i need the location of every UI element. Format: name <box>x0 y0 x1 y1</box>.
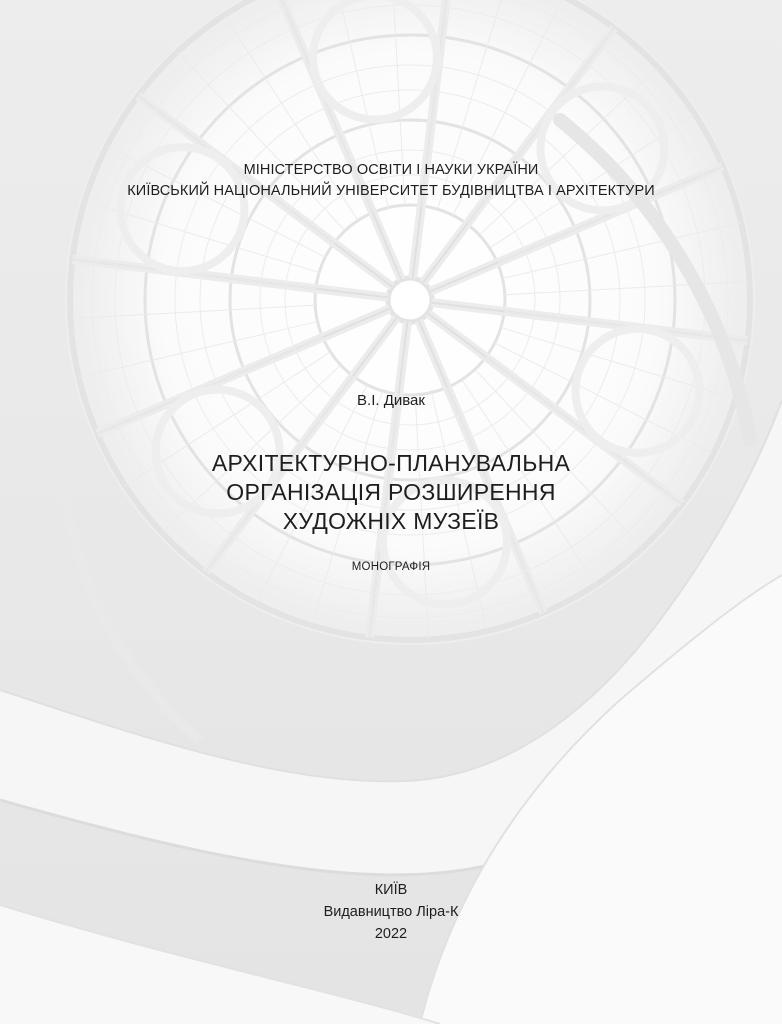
book-title <box>0 449 782 536</box>
imprint-city: КИЇВ <box>374 882 408 898</box>
university-name: КИЇВСЬКИЙ НАЦІОНАЛЬНИЙ УНІВЕРСИТЕТ БУДІВНИЦТВА І АРХІТЕКТУРИ <box>127 183 655 199</box>
book-title-line-2: ОРГАНІЗАЦІЯ РОЗШИРЕННЯ <box>226 479 556 505</box>
publication-type: МОНОГРАФІЯ <box>351 561 431 573</box>
book-title-line-1: АРХІТЕКТУРНО-ПЛАНУВАЛЬНА <box>211 450 571 476</box>
institution-header <box>0 160 782 202</box>
imprint <box>0 879 782 945</box>
book-title-line-3: ХУДОЖНІХ МУЗЕЇВ <box>282 508 500 534</box>
author-name: В.І. Дивак <box>357 392 425 409</box>
imprint-publisher: Видавництво Ліра-К <box>323 904 459 920</box>
imprint-year: 2022 <box>374 926 408 942</box>
ministry-name: МІНІСТЕРСТВО ОСВІТИ І НАУКИ УКРАЇНИ <box>243 162 539 178</box>
